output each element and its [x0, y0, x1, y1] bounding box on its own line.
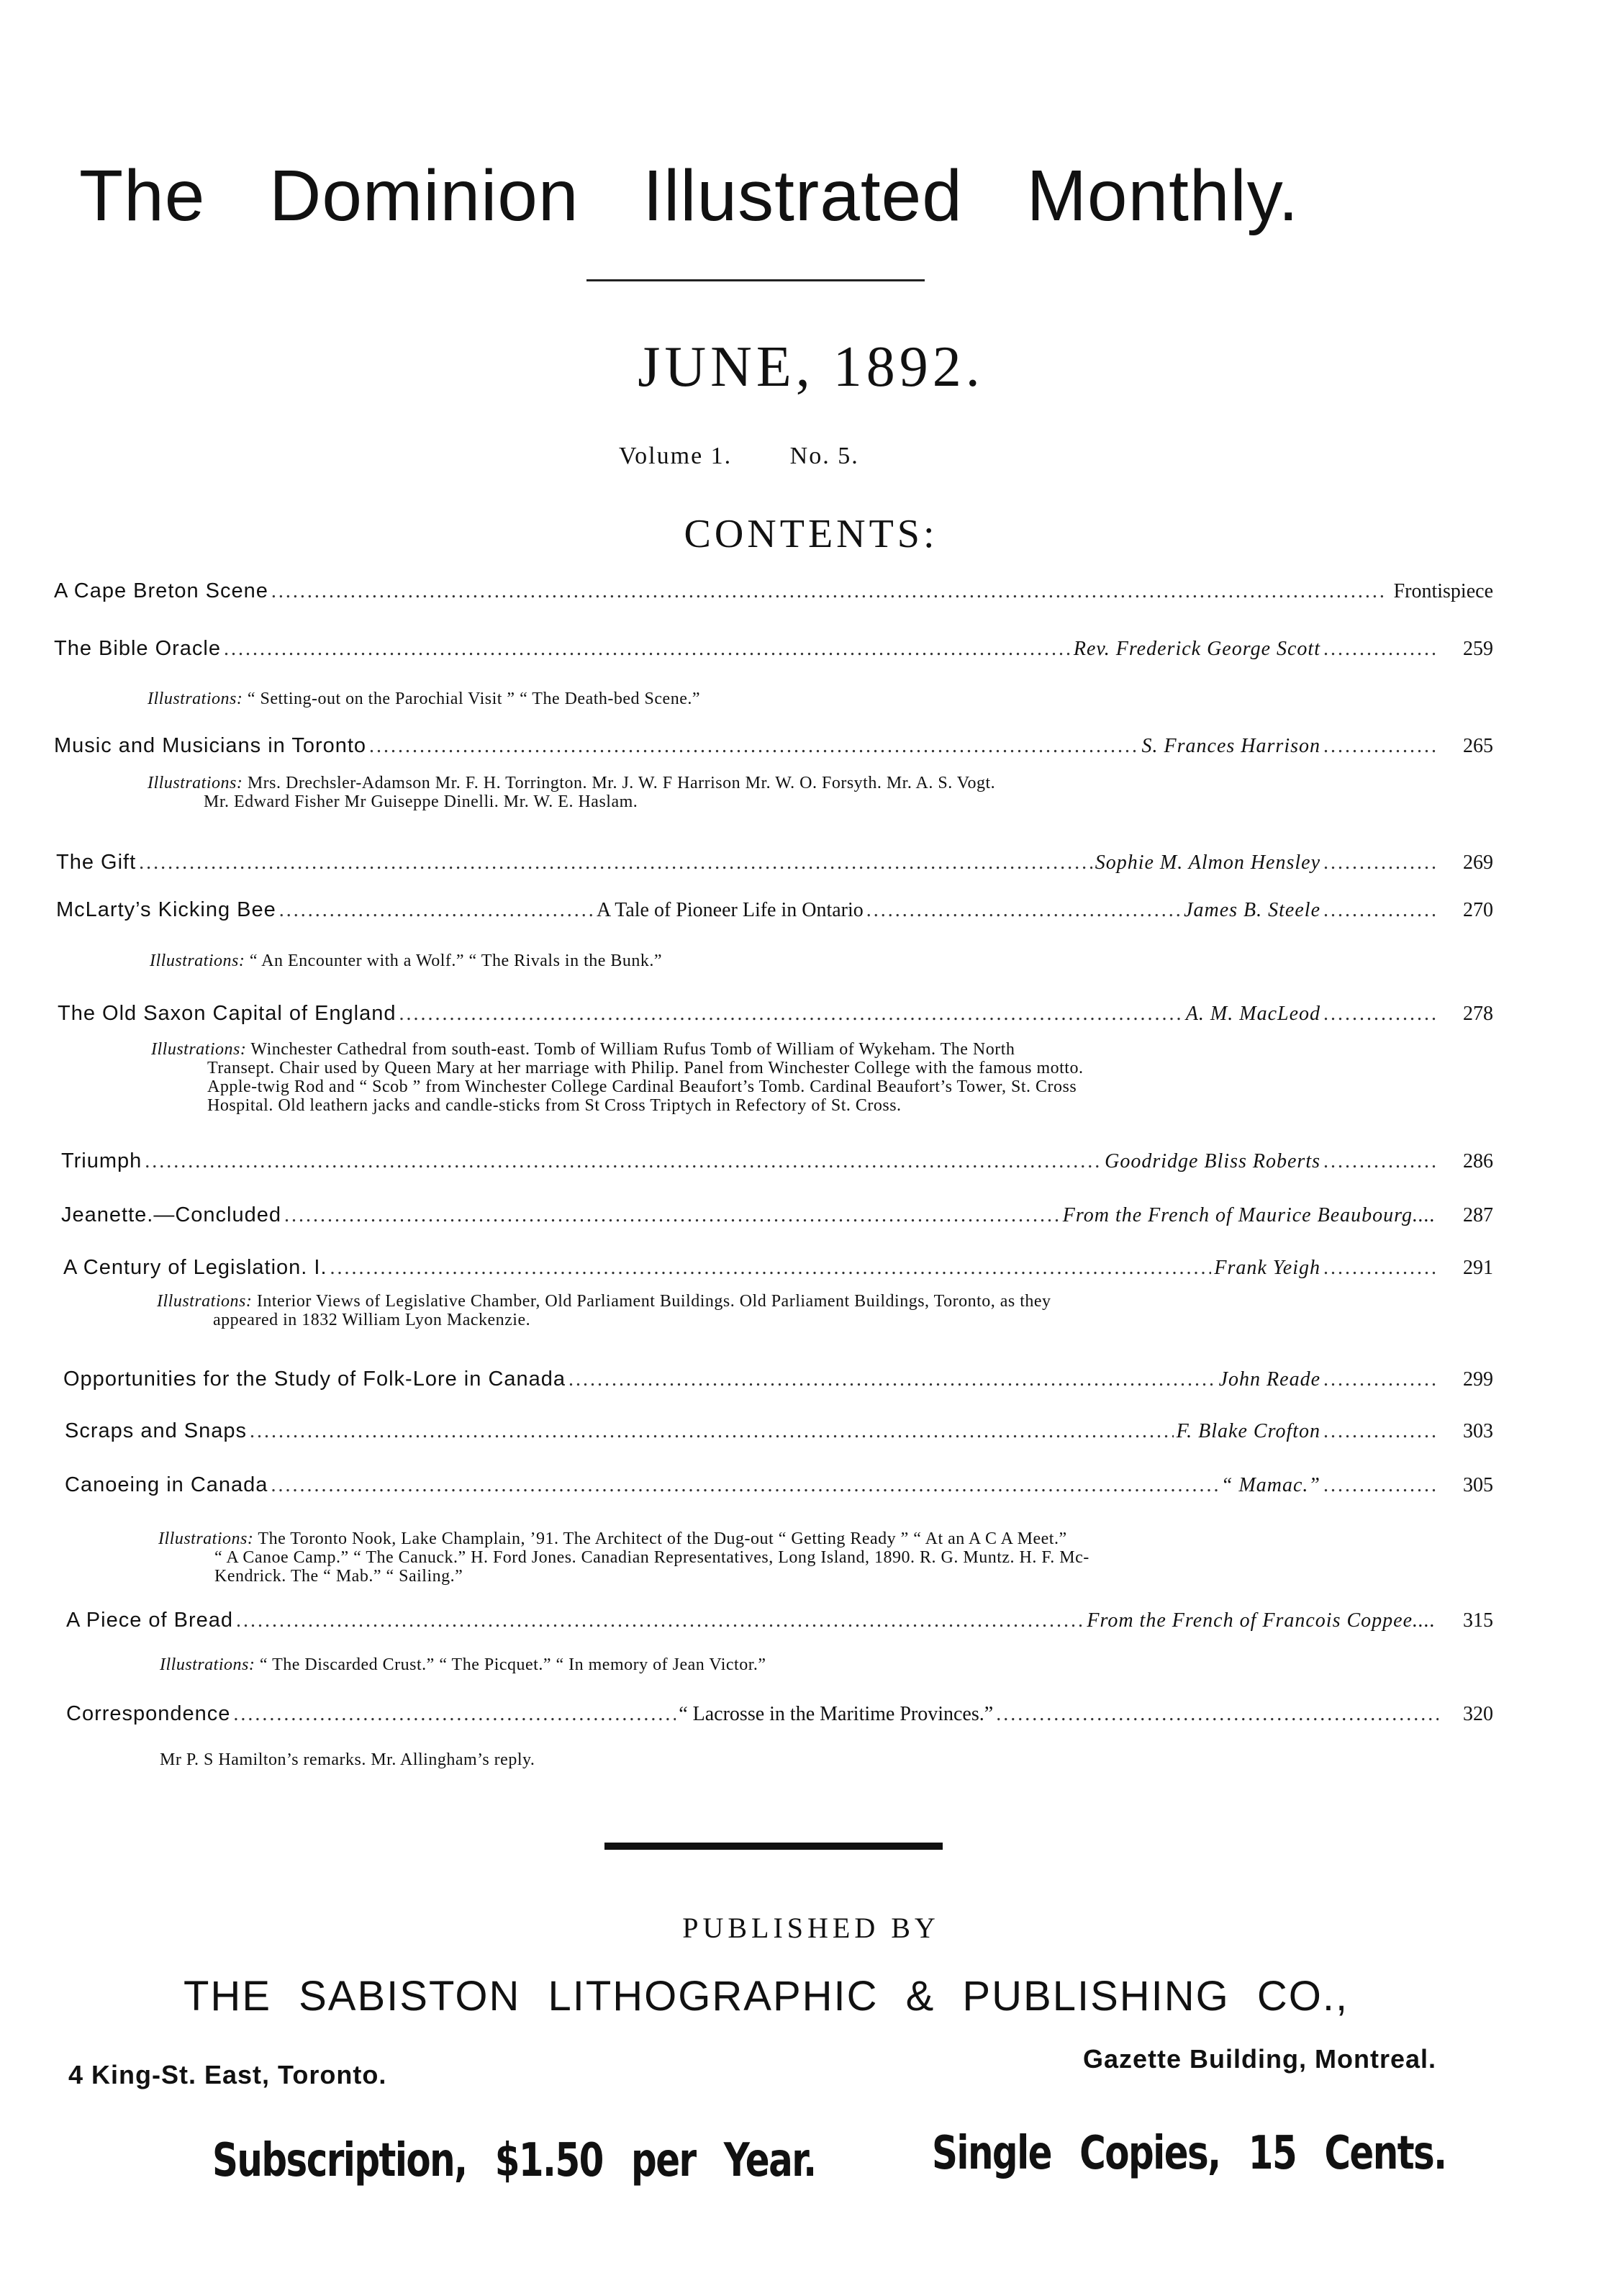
illustrations-label: Illustrations: — [157, 1292, 253, 1311]
toc-entry-author: “ Mamac.” — [1220, 1474, 1320, 1496]
toc-entry-page: 270 — [1463, 899, 1493, 921]
toc-entry — [56, 898, 1493, 927]
toc-entry-author: Goodridge Bliss Roberts — [1105, 1150, 1320, 1172]
illustrations-line: Winchester Cathedral from south-east. Tomb of William Rufus Tomb of William of Wykeham. The North — [250, 1040, 1015, 1059]
toc-entry-subtitle: A Tale of Pioneer Life in Ontario — [597, 899, 864, 921]
toc-entry-page: 299 — [1463, 1368, 1493, 1391]
contents-heading: CONTENTS: — [684, 512, 938, 556]
dot-leader — [236, 1609, 1084, 1632]
toc-entry-title: Canoeing in Canada — [65, 1473, 268, 1496]
address-montreal: Gazette Building, Montreal. — [1083, 2044, 1437, 2074]
illustrations-line: Mr P. S Hamilton’s remarks. Mr. Allingham’s reply. — [160, 1750, 535, 1769]
toc-entry — [65, 1473, 1493, 1502]
dot-leader — [1323, 1420, 1438, 1443]
toc-entry-title: Music and Musicians in Toronto — [54, 734, 367, 757]
dot-leader — [369, 735, 1139, 758]
toc-entry — [63, 1368, 1493, 1396]
toc-entry — [66, 1702, 1493, 1731]
toc-entry — [58, 1002, 1493, 1031]
illustrations-list — [160, 1750, 1493, 1769]
dot-leader — [250, 1420, 1174, 1443]
toc-entry-page: 291 — [1463, 1257, 1493, 1279]
toc-entry-page: 287 — [1463, 1204, 1493, 1226]
toc-entry-author: John Reade — [1218, 1368, 1320, 1391]
illustrations-list — [148, 774, 1493, 811]
dot-leader — [145, 1150, 1102, 1173]
illustrations-line: Apple-twig Rod and “ Scob ” from Winchester College Cardinal Beaufort’s Tomb. Cardinal Beaufort’s Tower, St. Cross — [207, 1077, 1077, 1096]
toc-entry-page: Frontispiece — [1393, 580, 1493, 602]
toc-entry-title: Correspondence — [66, 1702, 231, 1725]
published-by-label: PUBLISHED BY — [682, 1912, 940, 1944]
toc-entry — [61, 1149, 1493, 1178]
illustrations-label: Illustrations: — [148, 690, 243, 708]
dot-leader — [284, 1204, 1060, 1227]
illustrations-line: Mr. Edward Fisher Mr Guiseppe Dinelli. Mr. W. E. Haslam. — [204, 792, 638, 811]
toc-entry — [54, 734, 1493, 763]
toc-entry-author: S. Frances Harrison — [1141, 735, 1320, 757]
subscription-price: Subscription, $1.50 per Year. — [212, 2134, 816, 2187]
toc-entry-title: Scraps and Snaps — [65, 1419, 247, 1442]
illustrations-list — [158, 1529, 1493, 1586]
toc-entry-page: 259 — [1463, 638, 1493, 660]
illustrations-label: Illustrations: — [148, 774, 243, 792]
dot-leader — [1323, 851, 1438, 874]
toc-entry-title: A Cape Breton Scene — [54, 579, 268, 602]
dot-leader — [224, 638, 1071, 661]
illustrations-line: Mrs. Drechsler-Adamson Mr. F. H. Torrington. Mr. J. W. F Harrison Mr. W. O. Forsyth. Mr. A. S. Vogt. — [247, 774, 996, 792]
illustrations-line: Transept. Chair used by Queen Mary at her marriage with Philip. Panel from Winchester College with the famous motto. — [207, 1059, 1084, 1077]
illustrations-line: “ A Canoe Camp.” “ The Canuck.” H. Ford Jones. Canadian Representatives, Long Island, 1890. R. G. Muntz. H. F. Mc- — [214, 1548, 1089, 1567]
toc-entry — [63, 1256, 1493, 1285]
illustrations-list — [150, 952, 1493, 970]
toc-entry-page: 315 — [1463, 1609, 1493, 1632]
illustrations-line: Interior Views of Legislative Chamber, Old Parliament Buildings. Old Parliament Buildings, Toronto, as they — [256, 1292, 1051, 1311]
dot-leader — [866, 899, 1181, 922]
toc-entry-author: From the French of Francois Coppee.... — [1087, 1609, 1436, 1632]
illustrations-line: Hospital. Old leathern jacks and candle-sticks from St Cross Triptych in Refectory of St. Cross. — [207, 1096, 902, 1115]
illustrations-list — [160, 1655, 1493, 1674]
toc-entry-author: Frank Yeigh — [1214, 1257, 1320, 1279]
toc-entry — [66, 1609, 1493, 1637]
illustrations-label: Illustrations: — [158, 1529, 254, 1548]
toc-entry — [61, 1203, 1493, 1232]
dot-leader — [139, 851, 1092, 874]
dot-leader — [233, 1703, 676, 1726]
toc-entry-title: Triumph — [61, 1149, 142, 1172]
toc-entry — [56, 851, 1493, 880]
dot-leader — [279, 899, 594, 922]
toc-entry-title: The Gift — [56, 851, 137, 874]
bottom-divider — [604, 1843, 943, 1850]
dot-leader — [1323, 1257, 1438, 1280]
toc-entry-title: The Bible Oracle — [54, 637, 221, 660]
dot-leader — [1323, 1003, 1438, 1026]
toc-entry-author: Rev. Frederick George Scott — [1073, 638, 1320, 660]
illustrations-line: appeared in 1832 William Lyon Mackenzie. — [213, 1311, 531, 1329]
toc-entry — [54, 637, 1493, 666]
toc-entry-author: James B. Steele — [1184, 899, 1320, 921]
dot-leader — [271, 1474, 1218, 1497]
dot-leader — [1323, 899, 1438, 922]
illustrations-list — [151, 1040, 1493, 1115]
dot-leader — [399, 1003, 1183, 1026]
toc-entry-page: 269 — [1463, 851, 1493, 874]
dot-leader — [996, 1703, 1438, 1726]
dot-leader — [1323, 1368, 1438, 1391]
toc-entry-author: F. Blake Crofton — [1176, 1420, 1320, 1442]
toc-entry-author: Sophie M. Almon Hensley — [1095, 851, 1320, 874]
top-divider — [586, 279, 925, 281]
toc-entry-title: Opportunities for the Study of Folk-Lore in Canada — [63, 1368, 566, 1391]
volume-number: Volume 1. — [619, 443, 733, 469]
toc-entry-page: 286 — [1463, 1150, 1493, 1172]
toc-entry-page: 320 — [1462, 1703, 1493, 1725]
toc-entry-title: The Old Saxon Capital of England — [58, 1002, 397, 1025]
illustrations-label: Illustrations: — [160, 1655, 255, 1674]
toc-entry-subtitle: “ Lacrosse in the Maritime Provinces.” — [679, 1703, 994, 1725]
dot-leader — [1323, 1150, 1438, 1173]
address-toronto: 4 King-St. East, Toronto. — [68, 2060, 387, 2089]
dot-leader — [1323, 1474, 1438, 1497]
dot-leader — [330, 1257, 1212, 1280]
illustrations-label: Illustrations: — [151, 1040, 247, 1059]
publisher-name: THE SABISTON LITHOGRAPHIC & PUBLISHING CO., — [184, 1973, 1349, 2020]
illustrations-line: “ An Encounter with a Wolf.” “ The Rivals in the Bunk.” — [249, 952, 663, 970]
single-copy-price: Single Copies, 15 Cents. — [932, 2127, 1446, 2180]
masthead-title: The Dominion Illustrated Monthly. — [79, 155, 1300, 236]
toc-entry-title: A Piece of Bread — [66, 1609, 234, 1632]
toc-entry-page: 265 — [1463, 735, 1493, 757]
issue-date: JUNE, 1892. — [638, 335, 984, 399]
volume-line — [619, 443, 859, 470]
toc-entry-page: 278 — [1463, 1003, 1493, 1025]
toc-entry-title: A Century of Legislation. I. — [63, 1256, 327, 1279]
illustrations-list — [148, 690, 1493, 708]
toc-entry — [54, 579, 1493, 608]
toc-entry-author: From the French of Maurice Beaubourg.... — [1062, 1204, 1436, 1226]
toc-entry-author: A. M. MacLeod — [1185, 1003, 1320, 1025]
toc-entry — [65, 1419, 1493, 1448]
toc-entry-title: Jeanette.—Concluded — [61, 1203, 281, 1226]
dot-leader — [568, 1368, 1216, 1391]
illustrations-list — [157, 1292, 1493, 1329]
dot-leader — [1323, 735, 1438, 758]
toc-entry-title: McLarty’s Kicking Bee — [56, 898, 276, 921]
illustrations-label: Illustrations: — [150, 952, 245, 970]
toc-entry-page: 305 — [1463, 1474, 1493, 1496]
illustrations-line: The Toronto Nook, Lake Champlain, ’91. The Architect of the Dug-out “ Getting Ready ” “ At an A C A Meet.” — [258, 1529, 1067, 1548]
illustrations-line: Kendrick. The “ Mab.” “ Sailing.” — [214, 1567, 463, 1586]
dot-leader — [271, 580, 1385, 603]
illustrations-line: “ Setting-out on the Parochial Visit ” “ The Death-bed Scene.” — [247, 690, 701, 708]
dot-leader — [1323, 638, 1438, 661]
toc-entry-page: 303 — [1463, 1420, 1493, 1442]
issue-number: No. 5. — [789, 443, 859, 469]
illustrations-line: “ The Discarded Crust.” “ The Picquet.” “ In memory of Jean Victor.” — [259, 1655, 766, 1674]
